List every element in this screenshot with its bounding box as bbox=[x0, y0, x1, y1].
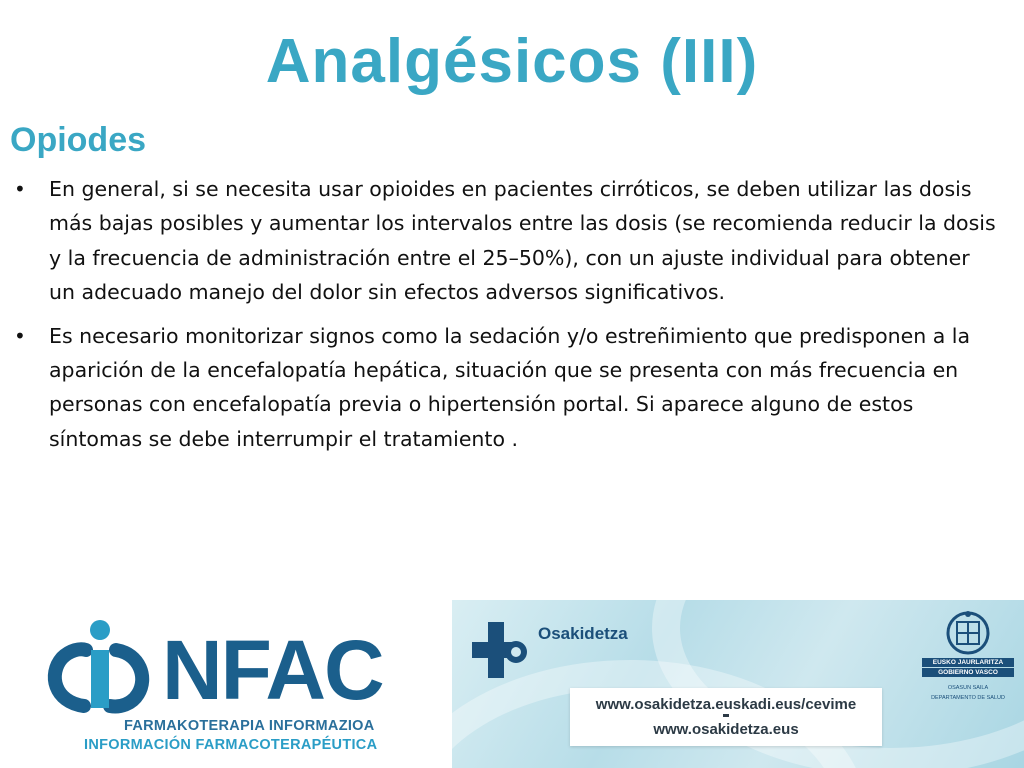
bullet-list bbox=[10, 172, 1000, 465]
gov-label-spanish: GOBIERNO VASCO bbox=[922, 668, 1014, 677]
infac-logo bbox=[44, 614, 384, 759]
slide-title: Analgésicos (III) bbox=[265, 27, 759, 96]
bullet-dot: • bbox=[14, 177, 26, 201]
infac-tagline-spanish: INFORMACIÓN FARMACOTERAPÉUTICA bbox=[84, 737, 378, 753]
gov-dept-basque: OSASUN SAILA bbox=[947, 685, 989, 691]
bullet-text: En general, si se necesita usar opioides en pacientes cirróticos, se deben utilizar las dosis más bajas posibles y aumentar los intervalos entre las dosis (se recomienda reducir la dosis y la frecuencia de administración entre el 25–50%), con un ajuste individual para obtener un adecuado manejo del dolor sin efectos adversos significativos. bbox=[49, 177, 996, 305]
bullet-item bbox=[10, 172, 1000, 310]
slide-subtitle: Opiodes bbox=[10, 121, 147, 159]
osakidetza-url[interactable]: www.osakidetza.eus bbox=[653, 721, 799, 738]
url-box bbox=[570, 688, 882, 746]
cevime-url[interactable]: www.osakidetza.euskadi.eus/cevime bbox=[595, 696, 857, 713]
gov-label-basque: EUSKO JAURLARITZA bbox=[922, 658, 1014, 667]
gov-dept-spanish: DEPARTAMENTO DE SALUD bbox=[931, 695, 1005, 701]
osakidetza-cross-icon bbox=[472, 622, 528, 678]
bullet-text: Es necesario monitorizar signos como la sedación y/o estreñimiento que predisponen a la aparición de la encefalopatía hepática, situación que se presenta con más frecuencia en personas con encefalopatía previa o hipertensión portal. Si aparece alguno de estos síntomas se debe interrumpir el tratamiento . bbox=[49, 323, 971, 451]
gobierno-vasco-seal bbox=[922, 610, 1014, 730]
osakidetza-banner bbox=[452, 600, 1024, 768]
bullet-item bbox=[10, 319, 1000, 457]
url-separator bbox=[723, 714, 729, 717]
infac-i-icon bbox=[44, 614, 164, 719]
basque-government-emblem-icon bbox=[943, 610, 993, 656]
osakidetza-name: Osakidetza bbox=[538, 624, 628, 643]
infac-tagline-basque: FARMAKOTERAPIA INFORMAZIOA bbox=[124, 718, 375, 734]
infac-word: NFAC bbox=[162, 623, 383, 717]
bullet-dot: • bbox=[14, 323, 26, 348]
